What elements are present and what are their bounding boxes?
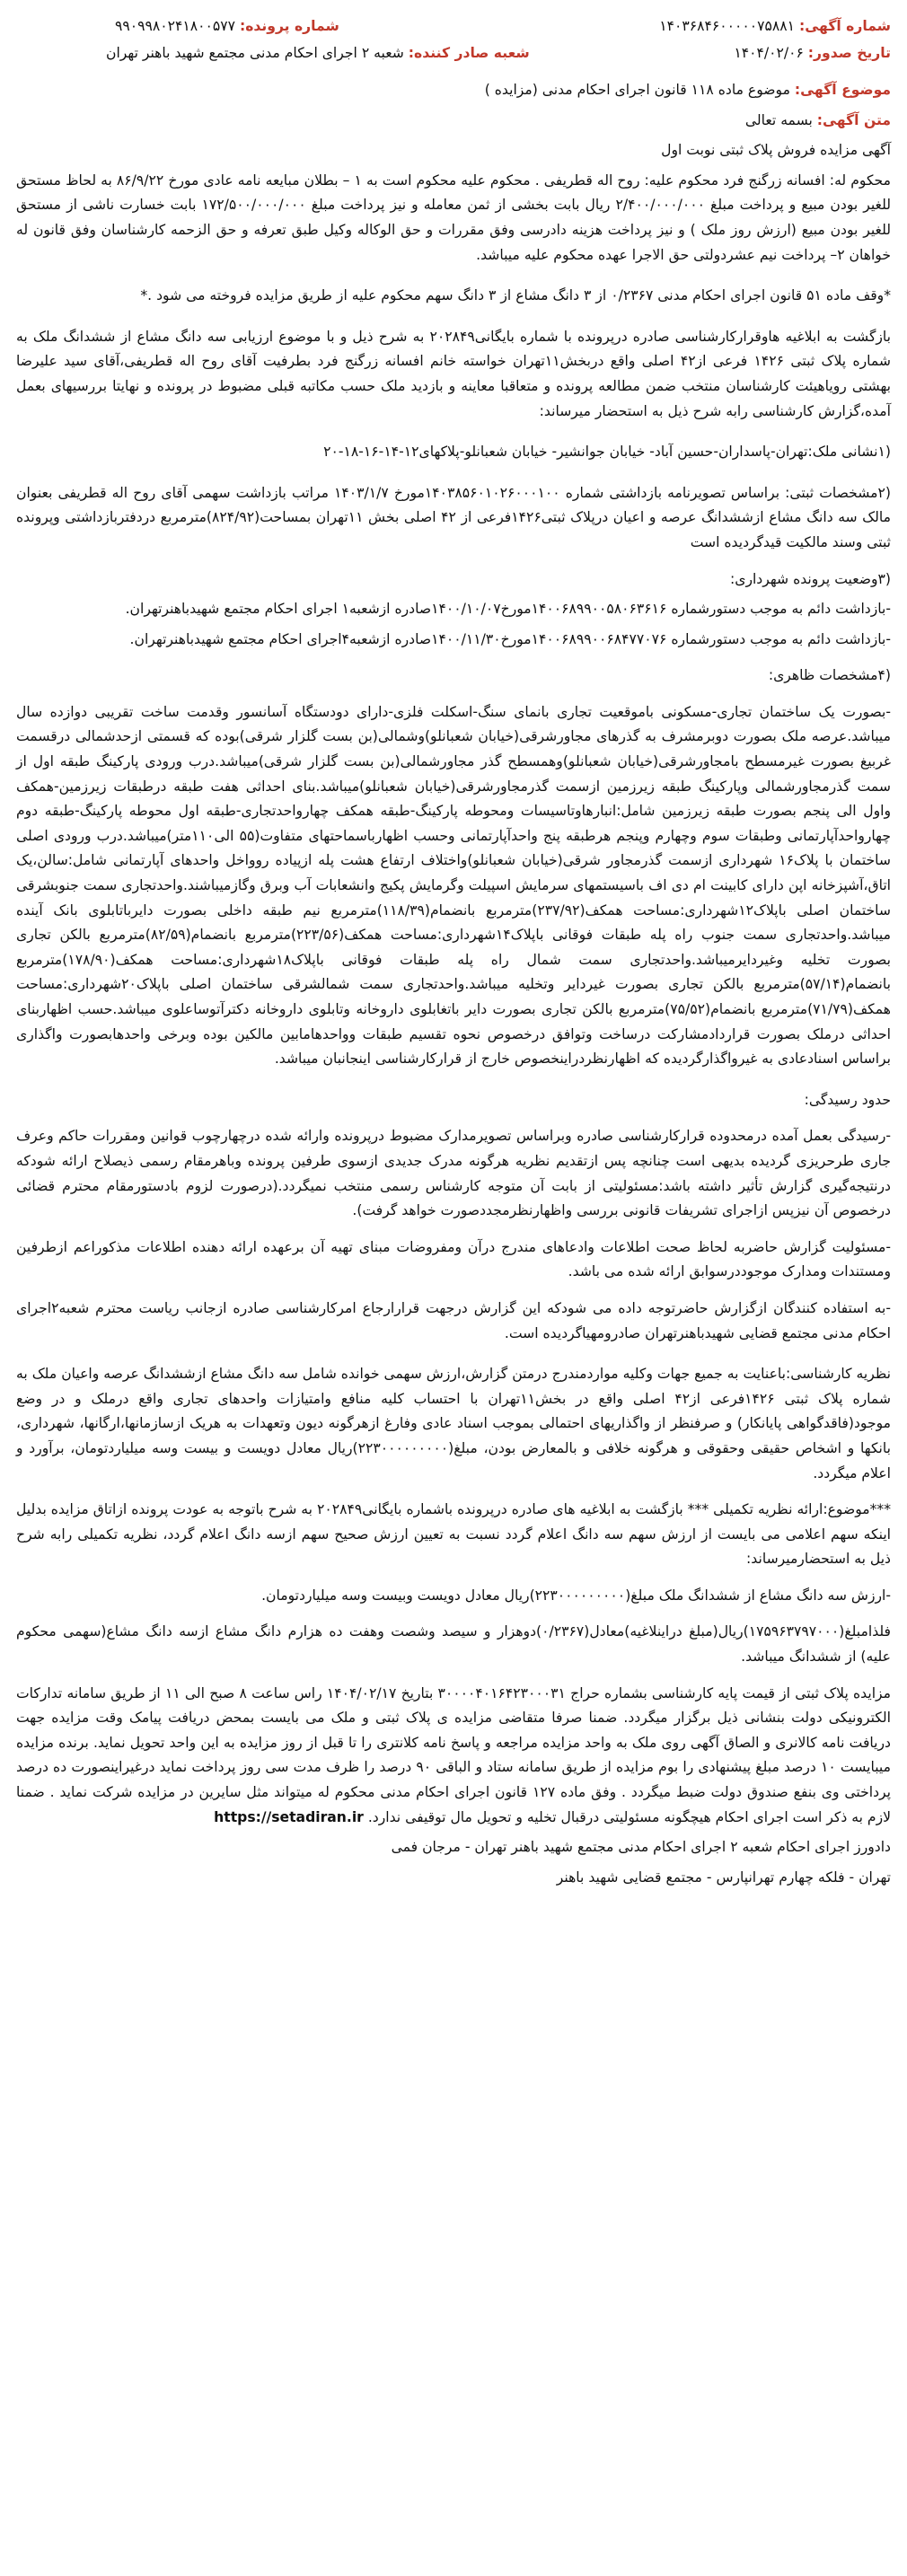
paragraph-expert-intro: بازگشت به ابلاغیه هاوقرارکارشناسی صادره درپرونده با شماره بایگانی۲۰۲۸۴۹ به شرح ذیل و با موضوع ارزیابی سه دانگ مشاع از ششدانگ ملک به شماره پلاک ثبتی ۱۴۲۶ فرعی از۴۲ اصلی واقع دربخش۱۱تهران خواسته خانم افسانه زرگنج فرد بطرفیت آقای روح اله قطریفی،آقای سید علیرضا بهشتی رویاهیئت کارشناسان منتخب ضمن مطالعه پرونده و متعاقبا معاینه و بازدید ملک حسب مکاتبه قبلی مضبوط در پرونده و نهایتا بررسیهای بعمل آمده،گزارش کارشناسی رابه شرح ذیل به استحضار میرساند: bbox=[16, 328, 891, 419]
section-scope-heading: حدود رسیدگی: bbox=[804, 1091, 891, 1108]
notice-subject: موضوع آگهی: موضوع ماده ۱۱۸ قانون اجرای احکام مدنی (مزایده ) bbox=[484, 82, 891, 98]
scope-item-1: -رسیدگی بعمل آمده درمحدوده قرارکارشناسی صادره وبراساس تصویرمدارک مضبوط درپرونده وارائه شده درچهارچوب قوانین ومقررات حاکم وعرف جاری طرحریزی گردیده بدیهی است چنانچه پس ازتقدیم نظریه هرگونه مدرک جدیدی ازسوی طرفین پرونده وباهرمقام رسمی ذیصلاح ارائه شودکه درنتیجه‌گیری گزارش تأثیر داشته باشد:مسئولیتی از بابت آن متوجه کارشناس رسمی منتخب نمیگردد.(درصورت لزوم بادستورمقام محترم قضائی درخصوص آن نیزپس ازاجرای تشریفات قانونی بررسی واظهارنظرمجددصورت خواهد گرفت). bbox=[16, 1128, 891, 1219]
section-physical-heading: (۴مشخصات ظاهری: bbox=[768, 667, 891, 684]
section-address: (۱نشانی ملک:تهران-پاسداران-حسین آباد- خیابان جوانشیر- خیابان شعبانلو-پلاکهای۱۲-۱۴-۱۶-۱۸-۲۰ bbox=[323, 444, 891, 461]
footer-address: تهران - فلکه چهارم تهرانپارس - مجتمع قضایی شهید باهنر bbox=[556, 1868, 891, 1886]
issue-date: تاریخ صدور: ۱۴۰۴/۰۲/۰۶ bbox=[734, 45, 891, 61]
header-row-1 bbox=[16, 13, 891, 40]
signer: دادورز اجرای احکام شعبه ۲ اجرای احکام مدنی مجتمع شهید باهنر تهران - مرجان فمی bbox=[391, 1839, 891, 1856]
notice-title: آگهی مزایده فروش پلاک ثبتی نوبت اول bbox=[661, 142, 891, 159]
section-auction-terms: مزایده پلاک ثبتی از قیمت پایه کارشناسی بشماره حراج ۳۰۰۰۰۴۰۱۶۴۲۳۰۰۰۳۱ بتاریخ ۱۴۰۴/۰۲/۱۷ راس ساعت ۸ صبح الی ۱۱ از طریق سامانه تدارکات الکترونیکی دولت بنشانی ذیل برگزار میگردد. ضمنا صرفا متقاضی مزایده ی پلاک ثبتی و ملک می بایست بمحض دریافت پیامک وقت مزایده جهت دریافت نامه کالانری و الصاق آگهی روی ملک به واحد مزایده مراجعه و پاسخ نامه کلانتری را تا قبل از روز مزایده به این واحد تحویل نماید. برنده مزایده میبایست ۱۰ درصد مبلغ پیشنهادی را بوم مزایده از طریق سامانه ستاد و الباقی ۹۰ درصد را ظرف مدت سی روز پرداخت نماید درغیراینصورت ده درصد پرداختی وی بنفع صندوق دولت ضبط میگردد . وفق ماده ۱۲۷ قانون اجرای احکام مدنی محکوم له میتواند مثل سایرین در مزایده شرکت نماید . ضمنا لازم به ذکر است اجرای احکام هیچگونه مسئولیتی درقبال تخلیه و تحویل مال توقیفی ندارد. https://setadiran.ir bbox=[16, 1684, 891, 1825]
section-registration: (۲مشخصات ثبتی: براساس تصویرنامه بازداشتی شماره ۱۴۰۳۸۵۶۰۱۰۲۶۰۰۰۱۰۰مورخ ۱۴۰۳/۱/۷ مراتب بازداشت سهمی آقای روح اله قطریفی بعنوان مالک سه دانگ مشاع ازششدانگ عرصه و اعیان درپلاک ثبتی۱۴۲۶فرعی از ۴۲ اصلی بخش ۱۱تهران بمساحت(۸۲۴/۹۲)مترمربع دردفتربازداشتی وپرونده ثبتی وسند مالکیت قیدگردیده است bbox=[16, 484, 891, 550]
case-number: شماره پرونده: ۹۹۰۹۹۸۰۲۴۱۸۰۰۵۷۷ bbox=[115, 18, 339, 34]
share-formula: فلذامبلغ(۱۷۵۹۶۳۷۹۷۰۰۰)ریال(مبلغ دراینلاغیه)معادل(۰/۲۳۶۷)دوهزار و سیصد وشصت وهفت ده هزارم دانگ مشاع ازسه دانگ مشاع(سهمی محکوم علیه) از ششدانگ میباشد. bbox=[16, 1623, 892, 1666]
section-supplementary-opinion: ***موضوع:ارائه نظریه تکمیلی *** بازگشت به ابلاغیه های صادره درپرونده باشماره بایگانی۲۰۲۸۴۹ به شرح باتوجه به عودت پرونده ازاتاق مزایده بدلیل اینکه سهم اعلامی می بایست از ارزش سهم سه دانگ اعلام گردد نسبت به تعیین ارزش صحیح سهم ازسه دانگ اعلام گردد، نظریه تکمیلی رابه شرح ذیل به استحضارمیرساند: bbox=[16, 1501, 891, 1568]
notice-body-label-row: متن آگهی: بسمه تعالی bbox=[744, 111, 891, 128]
issuer-branch: شعبه صادر کننده: شعبه ۲ اجرای احکام مدنی مجتمع شهید باهنر تهران bbox=[106, 45, 530, 61]
municipality-item-1: -بازداشت دائم به موجب دستورشماره ۱۴۰۰۶۸۹۹۰۰۵۸۰۶۳۶۱۶مورخ۱۴۰۰/۱۰/۰۷صادره ازشعبه۱ اجرای احکام مجتمع شهیدباهنرتهران. bbox=[125, 601, 891, 618]
paragraph-parties: محکوم له: افسانه زرگنج فرد محکوم علیه: روح اله قطریفی . محکوم علیه محکوم است به ۱ – بطلان مبایعه نامه عادی مورخ ۸۶/۹/۲۲ به لحاظ مستحق للغیر بودن مبیع و پرداخت مبلغ ۲/۴۰۰/۰۰۰/۰۰۰ ریال بابت بخشی از ثمن معامله و نیز پرداخت مبلغ ۱۷۲/۵۰۰/۰۰۰/۰۰۰ بابت خسارت ناشی از مستحق للغیر بودن مبیع (ارزش روز ملک ) و نیز پرداخت هزینه دادرسی وفق مقررات و حق الوکاله وکیل طبق تعرفه و حق الزحمه کارشناسان وفق قانون له خواهان ۲– پرداخت نیم عشردولتی حق الاجرا عهده محکوم علیه میباشد. bbox=[16, 171, 891, 263]
value-three-dang: -ارزش سه دانگ مشاع از ششدانگ ملک مبلغ(۲۲۳۰۰۰۰۰۰۰۰۰)ریال معادل دویست وبیست وسه میلیاردتومان. bbox=[261, 1587, 891, 1604]
paragraph-article-51: *وقف ماده ۵۱ قانون اجرای احکام مدنی ۰/۲۳۶۷ از ۳ دانگ مشاع از ۳ دانگ سهم محکوم علیه از طریق مزایده فروخته می شود .* bbox=[140, 287, 891, 304]
header-row-2 bbox=[16, 40, 891, 66]
section-expert-opinion: نظریه کارشناسی:باعنایت به جمیع جهات وکلیه مواردمندرج درمتن گزارش،ارزش سهمی خوانده شامل سه دانگ مشاع ازششدانگ عرصه واعیان ملک به شماره پلاک ثبتی ۱۴۲۶فرعی از۴۲ اصلی واقع در بخش۱۱تهران با احتساب کلیه منافع وامتیازات واحدهای تجاری واقع درملک و در وضع موجود(فاقدگواهی پایانکار) و صرفنظر از واگذاریهای احتمالی بموجب اسناد عادی وفارغ ازهرگونه دیون وتعهدات به هریک ازسازمانها،ارگانها، شهرداری، بانکها و اشخاص حقیقی وحقوقی و هرگونه خلافی و بالمعارض بودن، مبلغ(۲۲۳۰۰۰۰۰۰۰۰۰)ریال معادل دویست و بیست وسه میلیاردتومان، برآورد و اعلام میگردد. bbox=[16, 1366, 891, 1481]
notice-number: شماره آگهی: ۱۴۰۳۶۸۴۶۰۰۰۰۰۷۵۸۸۱ bbox=[659, 18, 891, 34]
section-physical-description: -بصورت یک ساختمان تجاری-مسکونی باموقعیت تجاری بانمای سنگ-اسکلت فلزی-دارای دودستگاه آسانسور وقدمت ساخت تقریبی دوازده سال میباشد.عرصه ملک بصورت دوبرمشرف به گذرهای مجاورشرقی(خیابان شعبانلو)وشمالی(بن بست گلزار شرقی)بوده که قسمتی ازحدشمالی درقسمت غربیغ بصورت غیرمسطح بامجاورشرقی(خیابان شعبانلو)وهمسطح گذر مجاورشمالی(بن بست گلزار شرقی)میباشد.درب ورودی پارکینگ طبقه اول از سمت گذرمجاورشمالی وپارکینگ طبقه زیرزمین ازسمت گذرمجاورشرقی(خیابان شعبانلو)میباشد.بنای احداثی هفت طبقه درطبقات زیرزمین-همکف واول الی پنجم بصورت طبقه زیرزمین شامل:انبارهاوتاسیسات ومحوطه پارکینگ-طبقه همکف چهارواحدتجاری-طبقه اول محوطه پارکینگ-طبقه دوم چهارواحدآپارتمانی وطبقات سوم وچهارم وپنجم هرطبقه پنج واحدآپارتمانی وحسب اظهارباسماحتهای متفاوت(۵۵ الی۱۱۰متر)میباشد.درب ورودی اصلی ساختمان با پلاک۱۶ شهرداری ازسمت گذرمجاور شرقی(خیابان شعبانلو)واختلاف ارتفاع هشت پله ازپیاده روواخل واحدهای آپارتمانی شامل:سالن،یک اتاق،آشپزخانه اپن دارای کابینت ام دی اف باسیستمهای سرمایش اسپیلت وگرمایش پکیج وانشعابات آب وبرق وگازمیباشند.واحدتجاری سمت جنوبشرقی ساختمان اصلی باپلاک۱۲شهرداری:مساحت همکف(۲۳۷/۹۲)مترمربع بانضمام(۱۱۸/۳۹)مترمربع نیم طبقه داخلی بصورت دایرباتابلوی بانک آینده میباشد.واحدتجاری سمت جنوب راه پله طبقات فوقانی باپلاک۱۴شهرداری:مساحت همکف(۲۲۳/۵۶)مترمربع بانضمام(۸۲/۵۹)مترمربع بالکن تجاری بصورت تخلیه وغیردایرمیباشد.واحدتجاری سمت شمال راه پله طبقات فوقانی باپلاک۱۸شهرداری:مساحت همکف(۱۷۸/۹۰)مترمربع بانضمام(۵۷/۱۴)مترمربع بالکن تجاری بصورت غیردایر وتخلیه میباشد.واحدتجاری سمت شمالشرقی ساختمان اصلی باپلاک۲۰شهرداری:مساحت همکف(۷۱/۷۹)مترمربع بانضمام(۷۵/۵۲)مترمربع بالکن تجاری بصورت دایر باتغابلوی داروخانه وتابلوی داروخانه دکترآتوساعلوی میباشد.حسب اظهاربنای احداثی درملک بصورت قراردادمشارکت درساخت وتوافق درخصوص نحوه تقسیم طبقات وواحدهامابین مالکین بوده وبرخی واحدهابصورت واگذاری براساس اسنادعادی به غیرواگذارگردیده که اظهارنظردراینخصوص خارج از قرارکارشناسی اینجانبان میباشد. bbox=[16, 703, 892, 1068]
section-municipality-heading: (۳وضعیت پرونده شهرداری: bbox=[729, 570, 891, 587]
municipality-item-2: -بازداشت دائم به موجب دستورشماره ۱۴۰۰۶۸۹۹۰۰۶۸۴۷۷۰۷۶مورخ۱۴۰۰/۱۱/۳۰صادره ازشعبه۴اجرای احکام مجتمع شهیدباهنرتهران. bbox=[129, 630, 891, 647]
bismillah: بسمه تعالی bbox=[744, 111, 813, 128]
setad-link[interactable]: https://setadiran.ir bbox=[214, 1808, 364, 1825]
scope-item-3: -به استفاده کنندگان ازگزارش حاضرتوجه داده می شودکه این گزارش درجهت قرارارجاع امرکارشناسی صادره ازجانب ریاست محترم شعبه۲اجرای احکام مدنی مجتمع قضایی شهیدباهنرتهران صادرومهیاگردیده است. bbox=[16, 1299, 891, 1341]
scope-item-2: -مسئولیت گزارش حاضربه لحاظ صحت اطلاعات وادعاهای مندرج درآن ومفروضات مبنای تهیه آن برعهده ارائه دهنده اطلاعات مذکوراعم ازطرفین ومستندات ومدارک موجوددرسوابق ارائه شده می باشد. bbox=[16, 1238, 891, 1280]
